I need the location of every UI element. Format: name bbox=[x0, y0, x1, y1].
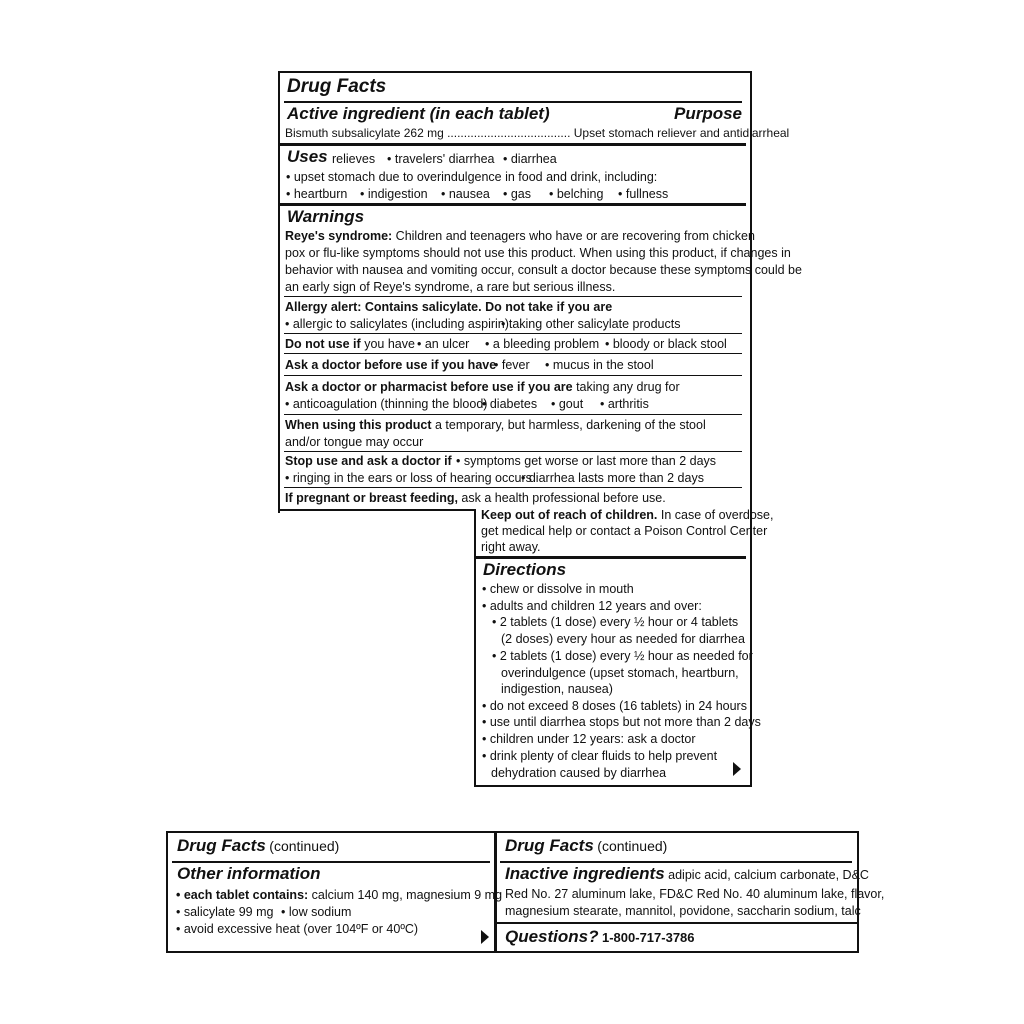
dnu-bleeding: • a bleeding problem bbox=[485, 337, 600, 351]
dir-line: • adults and children 12 years and over: bbox=[482, 599, 702, 613]
ask-doctor: Ask a doctor before use if you have bbox=[285, 358, 497, 372]
allergy-item-salicylate: • taking other salicylate products bbox=[501, 317, 681, 331]
dir-line: • chew or dissolve in mouth bbox=[482, 582, 634, 596]
uses-diarrhea: • diarrhea bbox=[503, 152, 557, 166]
inactive-line3: magnesium stearate, mannitol, povidone, saccharin sodium, talc bbox=[505, 904, 861, 918]
askp-arthritis: • arthritis bbox=[600, 397, 649, 411]
reye-line4: an early sign of Reye's syndrome, a rare but serious illness. bbox=[285, 280, 616, 294]
other-heat: • avoid excessive heat (over 104ºF or 40ºC) bbox=[176, 922, 419, 936]
divider-directions bbox=[476, 556, 746, 559]
dir-line: dehydration caused by diarrhea bbox=[491, 766, 667, 780]
askp-anticoagulation: • anticoagulation (thinning the blood) bbox=[285, 397, 488, 411]
stop-diarrhea: • diarrhea lasts more than 2 days bbox=[521, 471, 704, 485]
dir-line: overindulgence (upset stomach, heartburn, bbox=[501, 666, 739, 680]
reye-line3: behavior with nausea and vomiting occur, consult a doctor because these symptoms could be bbox=[285, 263, 802, 277]
dir-line: (2 doses) every hour as needed for diarrhea bbox=[501, 632, 745, 646]
reye-line2: pox or flu-like symptoms should not use this product. When using this product, if changes in bbox=[285, 246, 791, 260]
uses-nausea: • nausea bbox=[441, 187, 490, 201]
active-ingredient-heading: Active ingredient (in each tablet) bbox=[287, 104, 550, 123]
active-ingredient-line: Bismuth subsalicylate 262 mg ..................................... Upset stomach reliever and antidiarrheal bbox=[285, 126, 790, 140]
warnings-heading: Warnings bbox=[287, 207, 365, 226]
dnu-stool: • bloody or black stool bbox=[605, 337, 727, 351]
questions: Questions? 1-800-717-3786 bbox=[505, 927, 695, 946]
uses-line2: • upset stomach due to overindulgence in food and drink, including: bbox=[286, 170, 658, 184]
dir-line: • do not exceed 8 doses (16 tablets) in 24 hours bbox=[482, 699, 747, 713]
reye-line1: Reye's syndrome: Children and teenagers who have or are recovering from chicken bbox=[285, 229, 755, 243]
divider-title bbox=[284, 101, 742, 103]
when-using-line2: and/or tongue may occur bbox=[285, 435, 424, 449]
dir-line: • 2 tablets (1 dose) every ½ hour as needed for bbox=[492, 649, 753, 663]
dir-line: • children under 12 years: ask a doctor bbox=[482, 732, 696, 746]
panel2-left-title: Drug Facts (continued) bbox=[177, 836, 340, 855]
other-salicylate: • salicylate 99 mg bbox=[176, 905, 274, 919]
divider-allergy bbox=[284, 333, 742, 334]
divider-active bbox=[280, 143, 746, 146]
uses-gas: • gas bbox=[503, 187, 532, 201]
divider-stop bbox=[284, 487, 742, 488]
panel2-questions-divider bbox=[496, 922, 857, 924]
divider-dnu bbox=[284, 353, 742, 354]
uses-belching: • belching bbox=[549, 187, 604, 201]
ask-pharmacist: Ask a doctor or pharmacist before use if you are taking any drug for bbox=[285, 380, 680, 394]
drug-facts-title: Drug Facts bbox=[287, 76, 387, 97]
allergy-item-aspirin: • allergic to salicylates (including aspirin) bbox=[285, 317, 509, 331]
panel1-step-bottom bbox=[278, 509, 476, 511]
stop-use: Stop use and ask a doctor if bbox=[285, 454, 452, 468]
uses-fullness: • fullness bbox=[618, 187, 669, 201]
ask-fever: • fever bbox=[494, 358, 530, 372]
panel2-left-divider bbox=[172, 861, 490, 863]
other-sodium: • low sodium bbox=[281, 905, 352, 919]
uses-relieves: relieves bbox=[332, 152, 376, 166]
other-information-heading: Other information bbox=[177, 864, 321, 883]
dir-line: • use until diarrhea stops but not more than 2 days bbox=[482, 715, 761, 729]
allergy-alert: Allergy alert: Contains salicylate. Do not take if you are bbox=[285, 300, 613, 314]
panel2-right-title: Drug Facts (continued) bbox=[505, 836, 668, 855]
uses-indigestion: • indigestion bbox=[360, 187, 428, 201]
uses-travelers-diarrhea: • travelers' diarrhea bbox=[387, 152, 495, 166]
pregnant-warning: If pregnant or breast feeding, ask a health professional before use. bbox=[285, 491, 666, 505]
when-using: When using this product a temporary, but harmless, darkening of the stool bbox=[285, 418, 706, 432]
dir-line: • drink plenty of clear fluids to help prevent bbox=[482, 749, 718, 763]
keep-line3: right away. bbox=[481, 540, 541, 554]
divider-ask bbox=[284, 375, 742, 376]
uses-heading: Uses bbox=[287, 147, 328, 166]
dir-line: • 2 tablets (1 dose) every ½ hour or 4 tablets bbox=[492, 615, 739, 629]
divider-askp bbox=[284, 414, 742, 415]
continue-arrow-icon bbox=[481, 930, 489, 944]
keep-out-of-reach: Keep out of reach of children. In case of overdose, bbox=[481, 508, 774, 522]
panel2-right-divider bbox=[500, 861, 852, 863]
askp-gout: • gout bbox=[551, 397, 584, 411]
purpose-heading: Purpose bbox=[674, 104, 743, 123]
askp-diabetes: • diabetes bbox=[482, 397, 538, 411]
divider-uses bbox=[280, 203, 746, 206]
dnu-ulcer: • an ulcer bbox=[417, 337, 470, 351]
stop-symptoms: • symptoms get worse or last more than 2 days bbox=[456, 454, 717, 468]
inactive-line1: Inactive ingredients adipic acid, calcium carbonate, D&C bbox=[505, 864, 869, 883]
uses-heartburn: • heartburn bbox=[286, 187, 348, 201]
do-not-use: Do not use if you have bbox=[285, 337, 415, 351]
divider-when bbox=[284, 451, 742, 452]
divider-reye bbox=[284, 296, 742, 297]
other-line1: • each tablet contains: calcium 140 mg, magnesium 9 mg bbox=[176, 888, 503, 902]
inactive-line2: Red No. 27 aluminum lake, FD&C Red No. 40 aluminum lake, flavor, bbox=[505, 887, 885, 901]
stop-ringing: • ringing in the ears or loss of hearing occurs bbox=[285, 471, 532, 485]
ask-mucus: • mucus in the stool bbox=[545, 358, 654, 372]
continue-arrow-icon bbox=[733, 762, 741, 776]
dir-line: indigestion, nausea) bbox=[501, 682, 613, 696]
directions-heading: Directions bbox=[483, 560, 567, 579]
keep-line2: get medical help or contact a Poison Control Center bbox=[481, 524, 768, 538]
